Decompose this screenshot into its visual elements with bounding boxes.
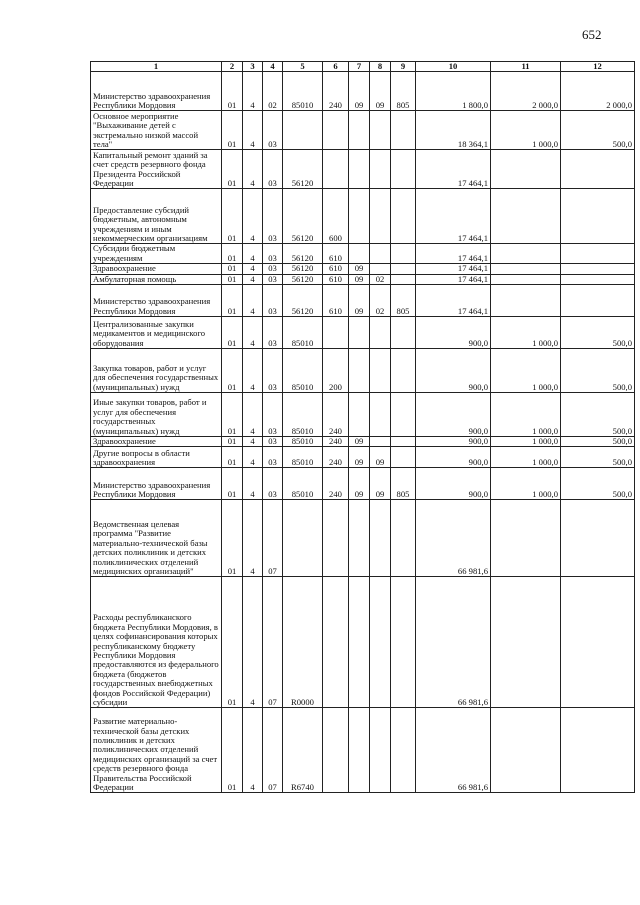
cell-col-4: 03 [263, 349, 283, 393]
cell-col-11: 1 000,0 [491, 393, 561, 437]
column-header-3: 3 [243, 62, 263, 72]
cell-col-10: 900,0 [416, 317, 491, 349]
cell-col-10: 17 464,1 [416, 189, 491, 244]
column-header-9: 9 [391, 62, 416, 72]
cell-col-3: 4 [243, 317, 263, 349]
cell-col-7 [349, 349, 370, 393]
cell-col-6: 610 [323, 244, 349, 264]
cell-col-2: 01 [222, 111, 243, 150]
table-row [91, 317, 635, 349]
cell-col-6: 240 [323, 393, 349, 437]
column-header-12: 12 [561, 62, 635, 72]
cell-col-3: 4 [243, 349, 263, 393]
row-name-cell: Предоставление субсидий бюджетным, автономным учреждениям и иным некоммерческим организациям [91, 189, 222, 244]
cell-col-4: 07 [263, 708, 283, 793]
column-header-11: 11 [491, 62, 561, 72]
cell-col-4: 03 [263, 150, 283, 189]
cell-col-2: 01 [222, 500, 243, 577]
cell-col-5: 56120 [283, 274, 323, 284]
cell-col-3: 4 [243, 264, 263, 274]
cell-col-5: 56120 [283, 264, 323, 274]
cell-col-8 [370, 189, 391, 244]
row-name-cell: Основное мероприятие "Выхаживание детей с экстремально низкой массой тела" [91, 111, 222, 150]
cell-col-2: 01 [222, 285, 243, 317]
cell-col-12 [561, 189, 635, 244]
cell-col-11 [491, 577, 561, 708]
cell-col-7 [349, 111, 370, 150]
cell-col-11 [491, 189, 561, 244]
column-header-10: 10 [416, 62, 491, 72]
cell-col-2: 01 [222, 708, 243, 793]
cell-col-10: 1 800,0 [416, 72, 491, 111]
cell-col-7: 09 [349, 72, 370, 111]
cell-col-11 [491, 500, 561, 577]
cell-col-2: 01 [222, 264, 243, 274]
cell-col-7: 09 [349, 264, 370, 274]
cell-col-9 [391, 708, 416, 793]
cell-col-3: 4 [243, 150, 263, 189]
cell-col-10: 66 981,6 [416, 708, 491, 793]
cell-col-11 [491, 244, 561, 264]
cell-col-8 [370, 317, 391, 349]
cell-col-11: 2 000,0 [491, 72, 561, 111]
cell-col-2: 01 [222, 447, 243, 468]
cell-col-12 [561, 244, 635, 264]
cell-col-3: 4 [243, 500, 263, 577]
cell-col-9 [391, 244, 416, 264]
cell-col-9: 805 [391, 285, 416, 317]
cell-col-4: 02 [263, 72, 283, 111]
cell-col-5: 85010 [283, 349, 323, 393]
cell-col-5: 85010 [283, 437, 323, 447]
cell-col-8 [370, 708, 391, 793]
cell-col-2: 01 [222, 150, 243, 189]
row-name-cell: Субсидии бюджетным учреждениям [91, 244, 222, 264]
cell-col-12 [561, 500, 635, 577]
cell-col-12: 500,0 [561, 111, 635, 150]
cell-col-7 [349, 244, 370, 264]
table-row [91, 285, 635, 317]
cell-col-7 [349, 393, 370, 437]
cell-col-2: 01 [222, 468, 243, 500]
cell-col-7: 09 [349, 447, 370, 468]
cell-col-10: 18 364,1 [416, 111, 491, 150]
table-row [91, 264, 635, 274]
cell-col-11: 1 000,0 [491, 437, 561, 447]
cell-col-10: 17 464,1 [416, 264, 491, 274]
cell-col-7 [349, 708, 370, 793]
cell-col-2: 01 [222, 393, 243, 437]
row-name-cell: Здравоохранение [91, 437, 222, 447]
cell-col-5: 56120 [283, 150, 323, 189]
cell-col-5: 85010 [283, 468, 323, 500]
cell-col-4: 03 [263, 274, 283, 284]
cell-col-2: 01 [222, 72, 243, 111]
cell-col-12 [561, 577, 635, 708]
table-row [91, 189, 635, 244]
cell-col-9 [391, 500, 416, 577]
column-header-5: 5 [283, 62, 323, 72]
cell-col-8 [370, 393, 391, 437]
cell-col-7: 09 [349, 274, 370, 284]
cell-col-8: 02 [370, 274, 391, 284]
row-name-cell: Министерство здравоохранения Республики Мордовия [91, 468, 222, 500]
cell-col-4: 03 [263, 447, 283, 468]
table-row [91, 274, 635, 284]
column-header-6: 6 [323, 62, 349, 72]
cell-col-5: 85010 [283, 72, 323, 111]
table-row [91, 393, 635, 437]
cell-col-10: 900,0 [416, 393, 491, 437]
row-name-cell: Министерство здравоохранения Республики Мордовия [91, 285, 222, 317]
cell-col-8 [370, 577, 391, 708]
cell-col-11 [491, 274, 561, 284]
cell-col-11 [491, 264, 561, 274]
cell-col-4: 03 [263, 244, 283, 264]
cell-col-5: 56120 [283, 244, 323, 264]
row-name-cell: Расходы республиканского бюджета Республики Мордовия, в целях софинансирования которых республиканскому бюджету Республики Мордовия предоставляются из федерального бюджета (бюджетов государственных внебюджетных фондов Российской Федерации) субсидии [91, 577, 222, 708]
cell-col-6: 240 [323, 72, 349, 111]
cell-col-3: 4 [243, 274, 263, 284]
cell-col-3: 4 [243, 447, 263, 468]
cell-col-7 [349, 150, 370, 189]
column-header-1: 1 [91, 62, 222, 72]
cell-col-6 [323, 111, 349, 150]
cell-col-11 [491, 150, 561, 189]
cell-col-12: 500,0 [561, 468, 635, 500]
cell-col-8: 09 [370, 447, 391, 468]
table-row [91, 577, 635, 708]
cell-col-8 [370, 244, 391, 264]
column-header-7: 7 [349, 62, 370, 72]
cell-col-2: 01 [222, 244, 243, 264]
table-row [91, 150, 635, 189]
cell-col-8 [370, 111, 391, 150]
cell-col-7 [349, 189, 370, 244]
cell-col-6 [323, 708, 349, 793]
cell-col-11: 1 000,0 [491, 447, 561, 468]
header-row [91, 62, 635, 72]
cell-col-7 [349, 500, 370, 577]
table-row [91, 447, 635, 468]
table-row [91, 72, 635, 111]
cell-col-9 [391, 393, 416, 437]
cell-col-9 [391, 264, 416, 274]
cell-col-4: 03 [263, 437, 283, 447]
cell-col-12: 2 000,0 [561, 72, 635, 111]
cell-col-12 [561, 264, 635, 274]
cell-col-5 [283, 500, 323, 577]
cell-col-12: 500,0 [561, 447, 635, 468]
cell-col-8 [370, 500, 391, 577]
row-name-cell: Ведомственная целевая программа "Развитие материально-технической базы детских поликлиник и детских поликлинических отделений медицинских организаций" [91, 500, 222, 577]
row-name-cell: Закупка товаров, работ и услуг для обеспечения государственных (муниципальных) нужд [91, 349, 222, 393]
cell-col-5: R6740 [283, 708, 323, 793]
cell-col-4: 03 [263, 468, 283, 500]
table-row [91, 708, 635, 793]
cell-col-9 [391, 111, 416, 150]
cell-col-11 [491, 708, 561, 793]
budget-table [90, 61, 635, 793]
cell-col-9 [391, 349, 416, 393]
cell-col-10: 900,0 [416, 349, 491, 393]
cell-col-10: 17 464,1 [416, 244, 491, 264]
cell-col-3: 4 [243, 189, 263, 244]
cell-col-6: 240 [323, 447, 349, 468]
cell-col-7 [349, 577, 370, 708]
cell-col-8: 09 [370, 72, 391, 111]
cell-col-9 [391, 317, 416, 349]
table-row [91, 244, 635, 264]
cell-col-2: 01 [222, 189, 243, 244]
table-row [91, 437, 635, 447]
cell-col-6: 240 [323, 468, 349, 500]
cell-col-6 [323, 317, 349, 349]
cell-col-5: 56120 [283, 285, 323, 317]
cell-col-8 [370, 264, 391, 274]
cell-col-11: 1 000,0 [491, 468, 561, 500]
cell-col-9 [391, 437, 416, 447]
cell-col-12: 500,0 [561, 349, 635, 393]
cell-col-12 [561, 285, 635, 317]
table-row [91, 111, 635, 150]
cell-col-2: 01 [222, 349, 243, 393]
cell-col-4: 03 [263, 393, 283, 437]
cell-col-7 [349, 317, 370, 349]
row-name-cell: Капитальный ремонт зданий за счет средств резервного фонда Президента Российской Федерации [91, 150, 222, 189]
cell-col-6 [323, 577, 349, 708]
cell-col-6 [323, 150, 349, 189]
cell-col-8: 02 [370, 285, 391, 317]
cell-col-12 [561, 150, 635, 189]
cell-col-11: 1 000,0 [491, 317, 561, 349]
cell-col-4: 03 [263, 264, 283, 274]
row-name-cell: Здравоохранение [91, 264, 222, 274]
cell-col-6: 610 [323, 274, 349, 284]
cell-col-10: 900,0 [416, 447, 491, 468]
cell-col-12 [561, 274, 635, 284]
cell-col-11: 1 000,0 [491, 111, 561, 150]
cell-col-9 [391, 577, 416, 708]
cell-col-4: 03 [263, 317, 283, 349]
cell-col-4: 07 [263, 500, 283, 577]
cell-col-10: 66 981,6 [416, 500, 491, 577]
cell-col-5: 85010 [283, 393, 323, 437]
cell-col-5 [283, 111, 323, 150]
cell-col-7: 09 [349, 437, 370, 447]
column-header-4: 4 [263, 62, 283, 72]
cell-col-3: 4 [243, 393, 263, 437]
cell-col-12 [561, 708, 635, 793]
cell-col-2: 01 [222, 437, 243, 447]
cell-col-10: 17 464,1 [416, 274, 491, 284]
cell-col-9 [391, 189, 416, 244]
cell-col-6: 240 [323, 437, 349, 447]
cell-col-8: 09 [370, 468, 391, 500]
cell-col-2: 01 [222, 577, 243, 708]
cell-col-3: 4 [243, 437, 263, 447]
cell-col-6: 610 [323, 285, 349, 317]
cell-col-12: 500,0 [561, 437, 635, 447]
cell-col-3: 4 [243, 285, 263, 317]
cell-col-12: 500,0 [561, 393, 635, 437]
cell-col-5: 56120 [283, 189, 323, 244]
cell-col-9 [391, 150, 416, 189]
cell-col-3: 4 [243, 244, 263, 264]
row-name-cell: Другие вопросы в области здравоохранения [91, 447, 222, 468]
page-number: 652 [582, 27, 602, 42]
cell-col-9: 805 [391, 72, 416, 111]
cell-col-9: 805 [391, 468, 416, 500]
cell-col-8 [370, 437, 391, 447]
row-name-cell: Министерство здравоохранения Республики Мордовия [91, 72, 222, 111]
cell-col-2: 01 [222, 317, 243, 349]
cell-col-5: 85010 [283, 317, 323, 349]
cell-col-4: 03 [263, 285, 283, 317]
cell-col-5: 85010 [283, 447, 323, 468]
cell-col-4: 03 [263, 189, 283, 244]
cell-col-6: 200 [323, 349, 349, 393]
cell-col-6 [323, 500, 349, 577]
cell-col-2: 01 [222, 274, 243, 284]
cell-col-5: R0000 [283, 577, 323, 708]
cell-col-4: 03 [263, 111, 283, 150]
column-header-2: 2 [222, 62, 243, 72]
cell-col-11: 1 000,0 [491, 349, 561, 393]
row-name-cell: Иные закупки товаров, работ и услуг для обеспечения государственных (муниципальных) нужд [91, 393, 222, 437]
table-row [91, 468, 635, 500]
cell-col-10: 900,0 [416, 437, 491, 447]
cell-col-3: 4 [243, 111, 263, 150]
cell-col-3: 4 [243, 577, 263, 708]
cell-col-9 [391, 447, 416, 468]
cell-col-10: 17 464,1 [416, 150, 491, 189]
cell-col-9 [391, 274, 416, 284]
cell-col-6: 610 [323, 264, 349, 274]
column-header-8: 8 [370, 62, 391, 72]
cell-col-7: 09 [349, 285, 370, 317]
cell-col-8 [370, 150, 391, 189]
table-row [91, 349, 635, 393]
cell-col-10: 900,0 [416, 468, 491, 500]
cell-col-10: 66 981,6 [416, 577, 491, 708]
cell-col-4: 07 [263, 577, 283, 708]
cell-col-10: 17 464,1 [416, 285, 491, 317]
cell-col-8 [370, 349, 391, 393]
cell-col-11 [491, 285, 561, 317]
cell-col-12: 500,0 [561, 317, 635, 349]
cell-col-3: 4 [243, 708, 263, 793]
cell-col-7: 09 [349, 468, 370, 500]
table-row [91, 500, 635, 577]
row-name-cell: Амбулаторная помощь [91, 274, 222, 284]
cell-col-3: 4 [243, 72, 263, 111]
cell-col-3: 4 [243, 468, 263, 500]
row-name-cell: Централизованные закупки медикаментов и медицинского оборудования [91, 317, 222, 349]
row-name-cell: Развитие материально-технической базы детских поликлиник и детских поликлинических отделений медицинских организаций за счет средств резервного фонда Правительства Российской Федерации [91, 708, 222, 793]
cell-col-6: 600 [323, 189, 349, 244]
